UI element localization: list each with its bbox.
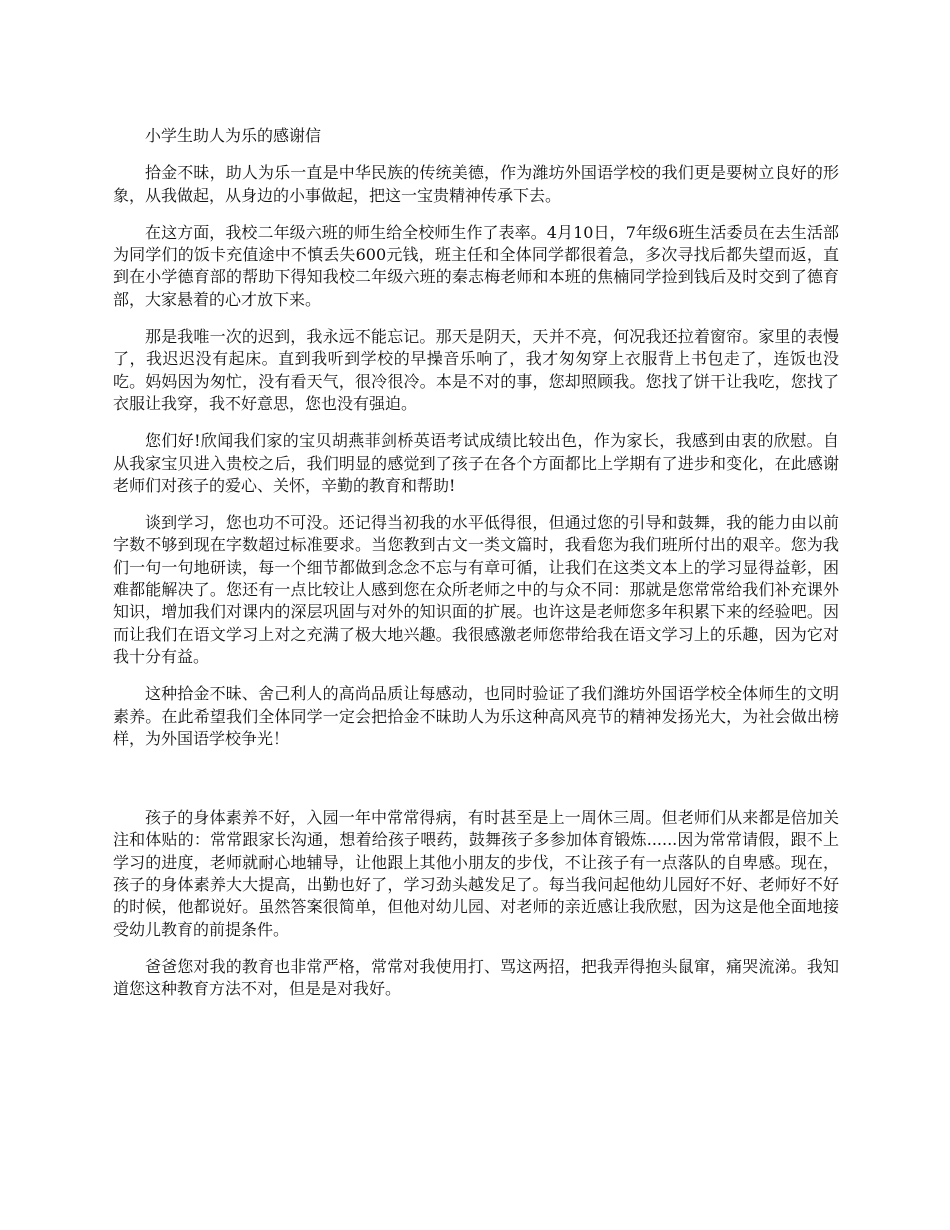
paragraph-3: 那是我唯一次的迟到，我永远不能忘记。那天是阴天，天并不亮，何况我还拉着窗帘。家里的表慢了，我迟迟没有起床。直到我听到学校的早操音乐响了，我才匆匆穿上衣服背上书包走了，连饭也没吃。妈妈因为匆忙，没有看天气，很冷很冷。本是不对的事，您却照顾我。您找了饼干让我吃，您找了衣服让我穿，我不好意思，您也没有强迫。 bbox=[113, 327, 839, 413]
paragraph-6: 这种拾金不昧、舍己利人的高尚品质让每感动，也同时验证了我们潍坊外国语学校全体师生的文明素养。在此希望我们全体同学一定会把拾金不昧助人为乐这种高风亮节的精神发扬光大，为社会做出榜样，为外国语学校争光！ bbox=[113, 684, 839, 748]
document-page bbox=[113, 125, 839, 1016]
paragraph-8: 爸爸您对我的教育也非常严格，常常对我使用打、骂这两招，把我弄得抱头鼠窜，痛哭流涕。我知道您这种教育方法不对，但是是对我好。 bbox=[113, 956, 839, 999]
paragraph-1: 拾金不昧，助人为乐一直是中华民族的传统美德，作为潍坊外国语学校的我们更是要树立良好的形象，从我做起，从身边的小事做起，把这一宝贵精神传承下去。 bbox=[113, 163, 839, 205]
paragraph-4: 您们好!欣闻我们家的宝贝胡燕菲剑桥英语考试成绩比较出色，作为家长，我感到由衷的欣慰。自从我家宝贝进入贵校之后，我们明显的感觉到了孩子在各个方面都比上学期有了进步和变化，在此感谢老师们对孩子的爱心、关怀，辛勤的教育和帮助! bbox=[113, 431, 839, 495]
paragraph-5: 谈到学习，您也功不可没。还记得当初我的水平低得很，但通过您的引导和鼓舞，我的能力由以前字数不够到现在字数超过标准要求。当您教到古文一类文篇时，我看您为我们班所付出的艰辛。您为我们一句一句地研读，每一个细节都做到念念不忘与有章可循，让我们在这类文本上的学习显得益彰，困难都能解决了。您还有一点比较让人感到您在众所老师之中的与众不同：那就是您常常给我们补充课外知识，增加我们对课内的深层巩固与对外的知识面的扩展。也许这是老师您多年积累下来的经验吧。因而让我们在语文学习上对之充满了极大地兴趣。我很感激老师您带给我在语文学习上的乐趣，因为它对我十分有益。 bbox=[113, 513, 839, 666]
document-title: 小学生助人为乐的感谢信 bbox=[145, 126, 322, 145]
paragraph-2: 在这方面，我校二年级六班的师生给全校师生作了表率。4月10日，7年级6班生活委员在去生活部为同学们的饭卡充值途中不慎丢失600元钱，班主任和全体同学都很着急，多次寻找后都失望而返，直到在小学德育部的帮助下得知我校二年级六班的秦志梅老师和本班的焦楠同学捡到钱后及时交到了德育部，大家悬着的心才放下来。 bbox=[113, 222, 839, 309]
section-gap bbox=[113, 765, 839, 807]
paragraph-7: 孩子的身体素养不好，入园一年中常常得病，有时甚至是上一周休三周。但老师们从来都是倍加关注和体贴的：常常跟家长沟通，想着给孩子喂药，鼓舞孩子多参加体育锻炼......因为常常请假，跟不上学习的进度，老师就耐心地辅导，让他跟上其他小朋友的步伐，不让孩子有一点落队的自卑感。现在，孩子的身体素养大大提高，出勤也好了，学习劲头越发足了。每当我问起他幼儿园好不好、老师好不好的时候，他都说好。虽然答案很简单，但他对幼儿园、对老师的亲近感让我欣慰，因为这是他全面地接受幼儿教育的前提条件。 bbox=[113, 808, 839, 939]
